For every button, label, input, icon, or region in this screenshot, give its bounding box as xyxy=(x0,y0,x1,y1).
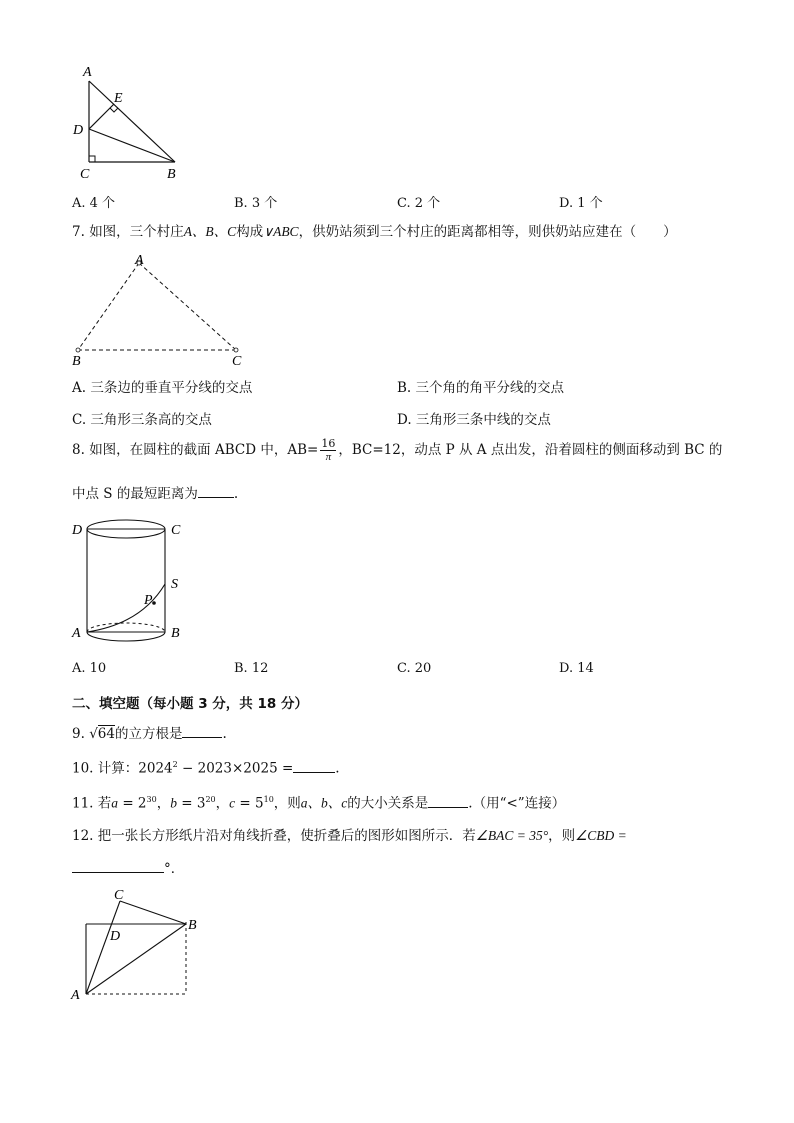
sqrt-sign: √ xyxy=(89,726,98,742)
q8-option-a[interactable]: A. 10 xyxy=(72,661,107,676)
q11-exp1: 30 xyxy=(146,795,157,804)
q10-exp: 2 xyxy=(172,760,178,769)
q11-tail: .（用“<”连接） xyxy=(468,795,566,812)
q6-option-c[interactable]: C. 2 个 xyxy=(397,196,441,211)
figure-q6-triangle xyxy=(66,60,196,185)
label-C: C xyxy=(114,888,124,903)
q8-answer-blank[interactable] xyxy=(198,483,234,498)
q12-angle1: ∠BAC = 35° xyxy=(475,828,549,843)
q8-number: 8. xyxy=(72,442,85,458)
q8-line2: 中点 S 的最短距离为 xyxy=(72,486,198,502)
q7-text-after: ，供奶站须到三个村庄的距离都相等，则供奶站应建在（ ） xyxy=(298,224,677,240)
q9-answer-blank[interactable] xyxy=(182,723,222,738)
q11-mid: ，则 xyxy=(273,795,301,812)
section-heading: 二、填空题（每小题 3 分，共 18 分） xyxy=(72,696,308,712)
q11-ask: 的大小关系是 xyxy=(347,795,429,812)
label-B: B xyxy=(171,626,180,641)
q11-exp3: 10 xyxy=(263,795,274,804)
label-A: A xyxy=(83,65,92,80)
q11-number: 11. xyxy=(72,795,94,812)
q7-text-before: 如图，三个村庄 xyxy=(89,224,184,240)
label-B: B xyxy=(167,167,176,182)
q7-option-b[interactable]: B. 三个角的角平分线的交点 xyxy=(397,380,565,396)
label-E: E xyxy=(114,91,123,106)
q8-frac-den: π xyxy=(325,451,332,463)
q8-text-after: ，BC=12，动点 P 从 A 点出发，沿着圆柱的侧面移动到 BC 的 xyxy=(338,442,723,458)
q9-end: . xyxy=(222,726,227,742)
label-P: P xyxy=(144,593,153,608)
label-C: C xyxy=(232,354,242,369)
q10-end: . xyxy=(335,760,340,777)
q7-option-c[interactable]: C. 三角形三条高的交点 xyxy=(72,412,212,428)
label-C: C xyxy=(171,523,181,538)
q8-option-d[interactable]: D. 14 xyxy=(559,661,594,676)
q9-number: 9. xyxy=(72,726,85,742)
q11-var-a: a xyxy=(111,795,119,811)
question-12 xyxy=(72,827,627,845)
label-B: B xyxy=(72,354,81,369)
q11-sep1: ， xyxy=(156,795,171,812)
q8-option-c[interactable]: C. 20 xyxy=(397,661,432,676)
q6-option-a[interactable]: A. 4 个 xyxy=(72,196,116,211)
q11-eq2: = 3 xyxy=(176,795,206,812)
q12-number: 12. xyxy=(72,828,94,844)
label-D: D xyxy=(110,929,121,944)
figure-q12-folded-rectangle xyxy=(66,882,216,1007)
q8-line2-end: . xyxy=(233,486,239,502)
q8-frac-num: 16 xyxy=(321,437,336,450)
q12-angle2: ∠CBD = xyxy=(575,828,627,843)
question-8 xyxy=(72,438,722,463)
q11-var-c: c xyxy=(229,795,236,811)
q11-answer-blank[interactable] xyxy=(428,793,468,808)
q11-lead: 若 xyxy=(97,795,112,812)
label-A: A xyxy=(71,988,80,1003)
q9-text: 的立方根是 xyxy=(114,726,183,742)
q10-text: 计算： xyxy=(97,760,139,777)
q11-sep2: ， xyxy=(215,795,230,812)
q7-number: 7. xyxy=(72,224,85,240)
label-D: D xyxy=(73,123,84,138)
q8-text-before: 如图，在圆柱的截面 ABCD 中，AB= xyxy=(89,442,319,458)
question-8-line2 xyxy=(72,483,238,503)
q10-number: 10. xyxy=(72,760,94,777)
label-D: D xyxy=(72,523,83,538)
q12-text: 把一张长方形纸片沿对角线折叠，使折叠后的图形如图所示．若 xyxy=(97,828,476,844)
q11-eq1: = 2 xyxy=(118,795,147,812)
q7-triangle: ∨ABC xyxy=(263,224,299,239)
q7-option-a[interactable]: A. 三条边的垂直平分线的交点 xyxy=(72,380,253,396)
q9-radicand: 64 xyxy=(97,726,115,742)
q6-option-b[interactable]: B. 3 个 xyxy=(234,196,278,211)
q10-answer-blank[interactable] xyxy=(293,758,335,773)
label-A: A xyxy=(135,253,144,268)
q10-rest: − 2023×2025 = xyxy=(177,760,294,777)
q7-option-d[interactable]: D. 三角形三条中线的交点 xyxy=(397,412,551,428)
q6-option-d[interactable]: D. 1 个 xyxy=(559,196,603,211)
figure-q7-triangle xyxy=(66,250,256,370)
q12-line2-end: °． xyxy=(164,861,185,877)
q12-answer-blank[interactable] xyxy=(72,858,164,873)
question-9 xyxy=(72,723,227,743)
label-S: S xyxy=(171,577,178,592)
q8-fraction xyxy=(320,438,336,463)
question-7 xyxy=(72,223,677,241)
q7-text-mid: 构成 xyxy=(236,224,264,240)
q11-var-b: b xyxy=(170,795,177,811)
q11-exp2: 20 xyxy=(205,795,216,804)
q11-vars: a、b、c xyxy=(300,795,348,811)
label-A: A xyxy=(72,626,81,641)
label-C: C xyxy=(80,167,90,182)
q7-vars: A、B、C xyxy=(183,224,237,239)
q11-eq3: = 5 xyxy=(235,795,264,812)
question-10 xyxy=(72,756,340,778)
question-11 xyxy=(72,791,565,813)
q10-base: 2024 xyxy=(138,760,173,777)
label-B: B xyxy=(188,918,197,933)
question-12-line2 xyxy=(72,858,184,878)
q8-option-b[interactable]: B. 12 xyxy=(234,661,269,676)
figure-q8-cylinder xyxy=(66,512,196,647)
q12-mid: ，则 xyxy=(548,828,576,844)
